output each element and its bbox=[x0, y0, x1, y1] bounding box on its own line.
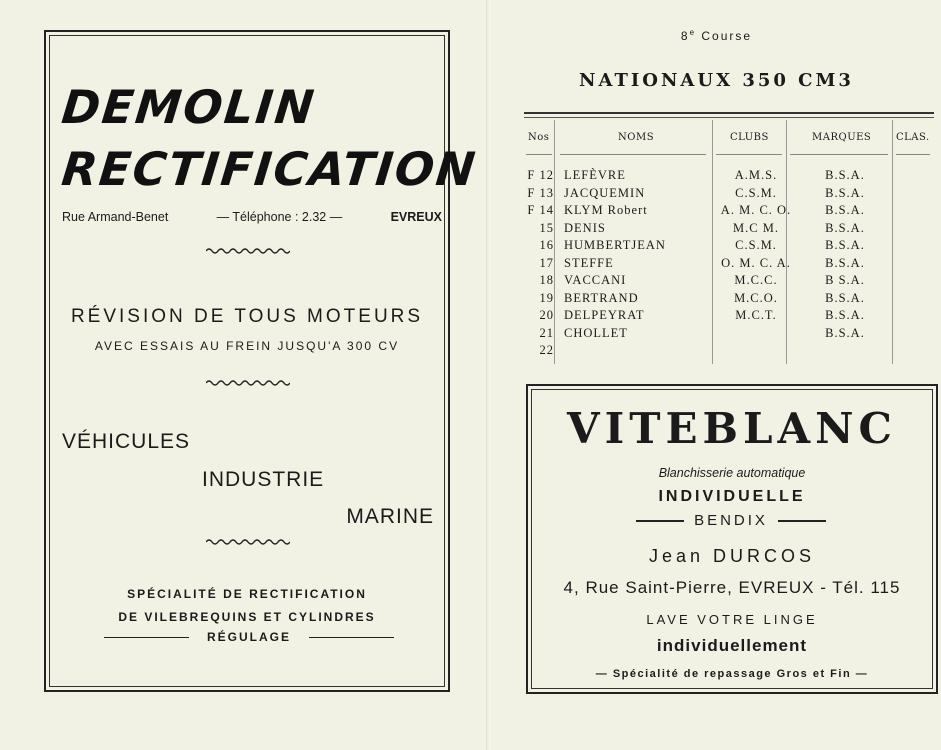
bendix-text: BENDIX bbox=[694, 512, 768, 529]
entrant-number: 15 bbox=[539, 220, 554, 235]
header-rule bbox=[790, 154, 888, 155]
header-marques: MARQUES bbox=[812, 132, 872, 143]
entrant-club: O. M. C. A. bbox=[721, 255, 791, 270]
entrant-number: 16 bbox=[539, 238, 554, 252]
entrant-number: F 12 bbox=[527, 168, 554, 182]
entrant-number: F 14 bbox=[527, 203, 554, 217]
header-numbers: Nos bbox=[528, 132, 550, 143]
entrant-name: LEFÈVRE bbox=[564, 168, 626, 182]
course-ordinal: e bbox=[689, 28, 697, 37]
table-row bbox=[524, 343, 934, 361]
entrant-name: HUMBERTJEAN bbox=[564, 238, 666, 252]
header-rule bbox=[560, 154, 706, 155]
course-heading bbox=[492, 28, 941, 43]
header-noms: NOMS bbox=[618, 132, 655, 143]
entrant-club: M.C.T. bbox=[735, 308, 777, 322]
repassage-text: — Spécialité de repassage Gros et Fin — bbox=[595, 668, 869, 680]
squiggle-ornament bbox=[206, 537, 290, 547]
table-row bbox=[524, 238, 934, 256]
entrant-name: JACQUEMIN bbox=[564, 185, 646, 200]
entrant-name: DENIS bbox=[564, 220, 606, 235]
individuellement-text: individuellement bbox=[656, 636, 808, 655]
entrant-number: 19 bbox=[539, 290, 554, 305]
entrant-club: C.S.M. bbox=[735, 238, 777, 252]
header-classement: CLAS. bbox=[896, 132, 930, 143]
course-number: 8 bbox=[680, 29, 690, 43]
header-rule bbox=[896, 154, 930, 155]
entrant-number: 17 bbox=[539, 255, 554, 270]
entrants-table bbox=[524, 112, 934, 364]
blanchisserie-text: Blanchisserie automatique bbox=[658, 466, 806, 480]
divider bbox=[636, 520, 684, 522]
table-row bbox=[524, 308, 934, 326]
divider bbox=[104, 637, 189, 638]
revision-heading: RÉVISION DE TOUS MOTEURS bbox=[70, 306, 424, 327]
entrant-name: CHOLLET bbox=[564, 325, 628, 340]
squiggle-ornament bbox=[206, 378, 290, 388]
demolin-advertisement bbox=[44, 30, 480, 692]
lave-text: LAVE VOTRE LINGE bbox=[646, 612, 818, 627]
table-top-rule bbox=[524, 117, 934, 118]
entrant-club: A. M. C. O. bbox=[720, 203, 792, 217]
entrant-name: STEFFE bbox=[564, 255, 614, 270]
entrant-number: 22 bbox=[539, 343, 554, 357]
regulage-line bbox=[104, 630, 394, 644]
entrant-marque: B.S.A. bbox=[825, 220, 865, 235]
specialite-line-2: DE VILEBREQUINS ET CYLINDRES bbox=[118, 610, 376, 624]
divider bbox=[778, 520, 826, 522]
divider bbox=[309, 637, 394, 638]
entrant-name: KLYM Robert bbox=[564, 203, 648, 217]
marine-text: MARINE bbox=[346, 505, 434, 528]
vehicules-text: VÉHICULES bbox=[62, 430, 191, 453]
table-row bbox=[524, 203, 934, 221]
table-row bbox=[524, 221, 934, 239]
entrant-club: M.C.O. bbox=[734, 290, 778, 305]
entrant-marque: B S.A. bbox=[825, 273, 865, 287]
header-rule bbox=[526, 154, 552, 155]
industrie-text: INDUSTRIE bbox=[202, 468, 325, 491]
header-rule bbox=[716, 154, 782, 155]
entrant-number: 18 bbox=[539, 273, 554, 287]
entrant-name: VACCANI bbox=[564, 273, 627, 287]
table-row bbox=[524, 273, 934, 291]
table-row bbox=[524, 326, 934, 344]
entrant-marque: B.S.A. bbox=[825, 203, 865, 217]
entrant-marque: B.S.A. bbox=[825, 255, 865, 270]
entrant-club: M.C.C. bbox=[734, 273, 778, 287]
address-text: 4, Rue Saint-Pierre, EVREUX - Tél. 115 bbox=[563, 578, 901, 597]
entrant-marque: B.S.A. bbox=[825, 325, 865, 340]
table-row bbox=[524, 256, 934, 274]
brand-rectification: RECTIFICATION bbox=[59, 142, 480, 196]
table-row bbox=[524, 168, 934, 186]
viteblanc-advertisement bbox=[526, 384, 938, 694]
right-page bbox=[492, 0, 941, 750]
bendix-line bbox=[636, 512, 826, 529]
entrant-number: 21 bbox=[539, 325, 554, 340]
entrant-number: 20 bbox=[539, 308, 554, 322]
entrant-club: M.C M. bbox=[733, 220, 779, 235]
table-row bbox=[524, 291, 934, 309]
specialite-line-1: SPÉCIALITÉ DE RECTIFICATION bbox=[127, 587, 367, 601]
course-label: Course bbox=[701, 29, 753, 43]
entrant-name: DELPEYRAT bbox=[564, 308, 645, 322]
entrant-marque: B.S.A. bbox=[825, 185, 865, 200]
table-row bbox=[524, 186, 934, 204]
address-line bbox=[62, 210, 442, 224]
phone-text: — Téléphone : 2.32 — bbox=[216, 210, 343, 224]
entrant-number: F 13 bbox=[527, 185, 554, 200]
entrant-marque: B.S.A. bbox=[825, 290, 865, 305]
race-title: NATIONAUX 350 CM3 bbox=[579, 70, 854, 91]
entrant-marque: B.S.A. bbox=[825, 238, 865, 252]
street-address: Rue Armand-Benet bbox=[62, 210, 169, 224]
individuelle-text: INDIVIDUELLE bbox=[658, 488, 806, 505]
owner-name: Jean DURCOS bbox=[648, 546, 816, 566]
entrant-club: A.M.S. bbox=[734, 168, 778, 182]
brand-viteblanc: VITEBLANC bbox=[567, 404, 897, 453]
header-clubs: CLUBS bbox=[730, 132, 769, 143]
entrant-marque: B.S.A. bbox=[825, 168, 865, 182]
squiggle-ornament bbox=[206, 246, 290, 256]
entrant-club: C.S.M. bbox=[735, 185, 777, 200]
regulage-text: RÉGULAGE bbox=[207, 630, 292, 644]
city-text: EVREUX bbox=[390, 210, 442, 224]
entrant-marque: B.S.A. bbox=[825, 308, 865, 322]
essais-text: AVEC ESSAIS AU FREIN JUSQU'A 300 CV bbox=[94, 339, 400, 353]
entrant-name: BERTRAND bbox=[564, 290, 639, 305]
brand-demolin: DEMOLIN bbox=[59, 80, 319, 134]
